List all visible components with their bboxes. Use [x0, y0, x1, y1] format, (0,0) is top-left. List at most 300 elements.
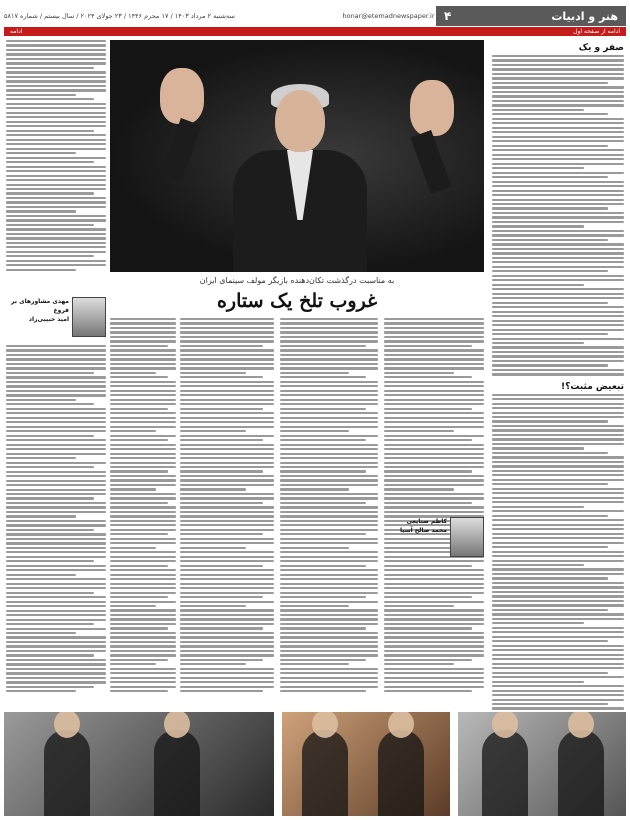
text-line [492, 203, 624, 205]
text-line [6, 672, 106, 674]
text-line [280, 529, 378, 531]
text-line [492, 676, 624, 678]
text-line [6, 197, 106, 199]
text-line [6, 466, 94, 468]
text-line [492, 369, 624, 371]
text-line [110, 641, 176, 643]
text-line [6, 610, 106, 612]
text-line [492, 394, 624, 396]
text-line [6, 417, 106, 419]
text-line [6, 166, 106, 168]
text-line [110, 506, 176, 508]
text-line [492, 86, 624, 88]
text-line [492, 694, 624, 696]
text-line [492, 239, 608, 241]
text-line [384, 497, 484, 499]
text-line [384, 345, 472, 347]
text-line [180, 385, 274, 387]
text-line [492, 154, 624, 156]
text-line [6, 170, 106, 172]
text-line [492, 546, 608, 548]
text-line [6, 184, 106, 186]
text-line [6, 578, 106, 580]
text-line [492, 257, 624, 259]
text-line [280, 421, 378, 423]
text-line [110, 372, 156, 374]
text-line [384, 430, 454, 432]
text-line [492, 640, 608, 642]
text-line [110, 435, 176, 437]
text-line [180, 318, 274, 320]
text-line [492, 279, 624, 281]
text-line [6, 574, 76, 576]
text-line [180, 542, 274, 544]
text-line [6, 188, 106, 190]
text-line [6, 596, 106, 598]
text-line [280, 502, 366, 504]
text-line [180, 497, 274, 499]
text-line [180, 327, 274, 329]
text-line [384, 435, 484, 437]
text-line [6, 237, 106, 239]
text-line [110, 547, 156, 549]
article-column-3 [180, 318, 274, 708]
text-line [180, 659, 263, 661]
text-line [492, 564, 584, 566]
text-line [492, 420, 608, 422]
text-line [6, 601, 106, 603]
text-line [6, 148, 106, 150]
text-line [110, 453, 176, 455]
text-line [180, 506, 274, 508]
text-line [492, 230, 624, 232]
text-line [110, 479, 176, 481]
text-line [492, 248, 624, 250]
text-line [6, 363, 106, 365]
text-line [6, 493, 106, 495]
text-line [492, 577, 608, 579]
text-line [492, 302, 608, 304]
text-line [280, 583, 378, 585]
text-line [384, 574, 484, 576]
text-line [180, 672, 274, 674]
text-line [110, 318, 176, 320]
text-line [492, 346, 624, 348]
text-line [384, 672, 484, 674]
text-line [110, 672, 176, 674]
text-line [492, 185, 624, 187]
text-line [6, 394, 106, 396]
text-line [6, 659, 106, 661]
page-header [4, 6, 626, 26]
text-line [110, 623, 176, 625]
text-line [384, 363, 484, 365]
text-line [384, 394, 484, 396]
text-line [492, 591, 624, 593]
text-line [492, 333, 608, 335]
text-line [110, 663, 156, 665]
text-line [492, 568, 624, 570]
author-name: مهدی مشاورهای بر فروغ امید حبیبی‌راد [11, 298, 69, 323]
text-line [492, 113, 608, 115]
text-line [180, 609, 274, 611]
text-line [110, 394, 176, 396]
text-line [110, 349, 176, 351]
text-line [492, 627, 624, 629]
text-line [180, 444, 274, 446]
text-line [180, 677, 274, 679]
text-line [492, 555, 624, 557]
text-line [492, 582, 624, 584]
text-line [280, 457, 378, 459]
text-line [180, 623, 274, 625]
text-line [280, 345, 366, 347]
text-line [280, 511, 378, 513]
text-line [280, 587, 378, 589]
text-line [180, 641, 274, 643]
text-line [492, 261, 624, 263]
text-line [280, 547, 349, 549]
text-line [180, 663, 246, 665]
text-line [180, 614, 274, 616]
text-line [110, 681, 176, 683]
text-line [110, 462, 176, 464]
text-line [6, 219, 106, 221]
text-line [492, 221, 624, 223]
text-line [280, 686, 378, 688]
text-line [110, 322, 176, 324]
text-line [6, 551, 106, 553]
text-line [180, 430, 246, 432]
text-line [492, 355, 624, 357]
text-line [180, 524, 274, 526]
text-line [6, 376, 106, 378]
text-line [6, 529, 94, 531]
text-line [110, 493, 176, 495]
text-line [384, 385, 484, 387]
text-line [6, 471, 106, 473]
text-line [384, 448, 484, 450]
text-line [6, 80, 106, 82]
text-line [384, 484, 484, 486]
text-line [180, 574, 274, 576]
section-email[interactable]: honar@etemadnewspaper.ir [342, 12, 435, 20]
text-line [6, 89, 106, 91]
text-line [180, 511, 274, 513]
text-line [180, 645, 274, 647]
text-line [6, 430, 106, 432]
text-line [492, 64, 624, 66]
text-line [180, 493, 274, 495]
text-line [6, 206, 106, 208]
text-line [6, 484, 106, 486]
text-line [492, 667, 624, 669]
text-line [6, 663, 106, 665]
text-line [492, 118, 624, 120]
author-name: کاظم صنایعی محمد صالح آسیا [400, 518, 447, 534]
text-line [6, 475, 106, 477]
text-line [280, 524, 378, 526]
text-line [6, 497, 94, 499]
text-line [6, 502, 106, 504]
text-line [492, 533, 624, 535]
text-line [110, 497, 176, 499]
text-line [110, 376, 168, 378]
text-line [280, 596, 366, 598]
text-line [180, 627, 263, 629]
text-line [110, 363, 176, 365]
text-line [180, 686, 274, 688]
text-line [280, 493, 378, 495]
text-line [6, 40, 106, 42]
text-line [180, 363, 274, 365]
text-line [110, 367, 176, 369]
text-line [180, 340, 274, 342]
text-line [384, 506, 484, 508]
text-line [384, 632, 484, 634]
text-line [384, 479, 484, 481]
text-line [6, 125, 106, 127]
text-line [180, 376, 263, 378]
text-line [110, 408, 168, 410]
text-line [6, 53, 106, 55]
text-line [6, 547, 106, 549]
text-line [280, 533, 366, 535]
text-line [6, 76, 106, 78]
text-line [280, 426, 378, 428]
text-line [110, 426, 176, 428]
text-line [110, 403, 176, 405]
text-line [492, 55, 624, 57]
text-line [280, 408, 366, 410]
headline: غروب تلخ یک ستاره [216, 290, 378, 312]
text-line [180, 394, 274, 396]
text-line [384, 677, 484, 679]
text-line [6, 421, 106, 423]
text-line [6, 44, 106, 46]
text-line [6, 457, 76, 459]
text-line [492, 167, 584, 169]
actor-figure [215, 80, 385, 272]
text-line [280, 551, 378, 553]
text-line [492, 595, 624, 597]
text-line [180, 399, 274, 401]
text-line [280, 601, 378, 603]
text-line [6, 636, 106, 638]
text-line [492, 329, 624, 331]
headline-kicker: به مناسبت درگذشت تکان‌دهنده بازیگر مولف سینمای ایران [199, 276, 395, 285]
text-line [492, 252, 624, 254]
text-line [180, 681, 274, 683]
text-line [492, 284, 584, 286]
text-line [110, 430, 156, 432]
text-line [180, 569, 274, 571]
text-line [6, 246, 106, 248]
text-line [110, 609, 176, 611]
text-line [280, 363, 378, 365]
text-line [384, 390, 484, 392]
text-line [110, 596, 168, 598]
text-line [110, 385, 176, 387]
text-line [280, 412, 378, 414]
text-line [280, 668, 378, 670]
text-line [110, 421, 176, 423]
text-line [492, 429, 624, 431]
text-line [110, 632, 176, 634]
text-line [492, 338, 624, 340]
text-line [110, 542, 176, 544]
text-line [384, 686, 484, 688]
text-line [492, 447, 584, 449]
text-line [492, 373, 624, 375]
text-line [384, 605, 454, 607]
text-line [6, 592, 94, 594]
text-line [6, 175, 106, 177]
text-line [6, 358, 106, 360]
text-line [180, 390, 274, 392]
text-line [492, 407, 624, 409]
text-line [110, 470, 168, 472]
text-line [110, 390, 176, 392]
text-line [180, 583, 274, 585]
text-line [492, 412, 624, 414]
text-line [384, 412, 484, 414]
text-line [384, 592, 484, 594]
text-line [280, 574, 378, 576]
text-line [280, 394, 378, 396]
text-line [492, 456, 624, 458]
text-line [180, 488, 246, 490]
text-line [110, 327, 176, 329]
text-line [6, 569, 106, 571]
text-line [110, 529, 176, 531]
text-line [492, 243, 624, 245]
text-line [6, 403, 94, 405]
text-line [6, 107, 106, 109]
text-line [180, 592, 274, 594]
text-line [492, 618, 624, 620]
photo-strip [4, 712, 626, 816]
text-line [384, 663, 454, 665]
text-line [384, 583, 484, 585]
text-line [384, 475, 484, 477]
text-line [384, 614, 484, 616]
avatar [72, 297, 106, 337]
text-line [492, 645, 624, 647]
text-line [6, 524, 106, 526]
film-still-3 [458, 712, 626, 816]
text-line [280, 399, 378, 401]
text-line [180, 367, 274, 369]
right-hand [410, 80, 454, 136]
text-line [384, 596, 472, 598]
text-line [384, 367, 484, 369]
text-line [6, 560, 94, 562]
text-line [180, 654, 274, 656]
text-line [180, 551, 274, 553]
text-line [492, 136, 624, 138]
text-line [280, 336, 378, 338]
text-line [110, 475, 176, 477]
text-line [280, 453, 378, 455]
text-line [384, 421, 484, 423]
text-line [6, 686, 94, 688]
text-line [492, 131, 624, 133]
text-line [492, 609, 608, 611]
text-line [110, 560, 176, 562]
text-line [492, 438, 624, 440]
text-line [6, 399, 76, 401]
text-line [6, 269, 76, 271]
text-line [492, 73, 624, 75]
text-line [384, 336, 484, 338]
text-line [6, 381, 106, 383]
hero-photo [110, 40, 484, 272]
text-line [492, 506, 584, 508]
text-line [384, 408, 472, 410]
text-line [492, 91, 624, 93]
text-line [180, 457, 274, 459]
text-line [492, 492, 624, 494]
text-line [384, 457, 484, 459]
text-line [180, 556, 274, 558]
text-line [180, 529, 274, 531]
text-line [110, 551, 176, 553]
text-line [6, 453, 106, 455]
text-line [492, 324, 624, 326]
text-line [6, 71, 106, 73]
text-line [110, 569, 176, 571]
text-line [384, 331, 484, 333]
text-line [384, 502, 472, 504]
text-line [6, 264, 106, 266]
text-line [180, 408, 263, 410]
text-line [6, 103, 106, 105]
text-line [280, 484, 378, 486]
text-line [6, 489, 106, 491]
text-line [110, 592, 176, 594]
text-line [384, 654, 484, 656]
text-line [110, 645, 176, 647]
text-line [492, 297, 624, 299]
text-line [492, 681, 584, 683]
section-title: هنر و ادبیات [551, 9, 618, 23]
text-line [280, 358, 378, 360]
article-title-zero-one: صفر و یک [578, 43, 624, 53]
text-line [180, 453, 274, 455]
text-line [6, 681, 106, 683]
text-line [280, 654, 378, 656]
text-line [492, 501, 624, 503]
text-line [110, 444, 176, 446]
text-line [492, 470, 624, 472]
text-line [6, 372, 94, 374]
text-line [280, 506, 378, 508]
text-line [280, 385, 378, 387]
text-line [492, 181, 624, 183]
text-line [6, 62, 106, 64]
text-line [110, 690, 168, 692]
text-line [6, 354, 106, 356]
text-line [280, 439, 366, 441]
text-line [492, 351, 624, 353]
text-line [280, 430, 349, 432]
text-line [180, 618, 274, 620]
text-line [110, 520, 176, 522]
text-line [492, 176, 608, 178]
text-line [6, 641, 106, 643]
text-line [384, 690, 472, 692]
